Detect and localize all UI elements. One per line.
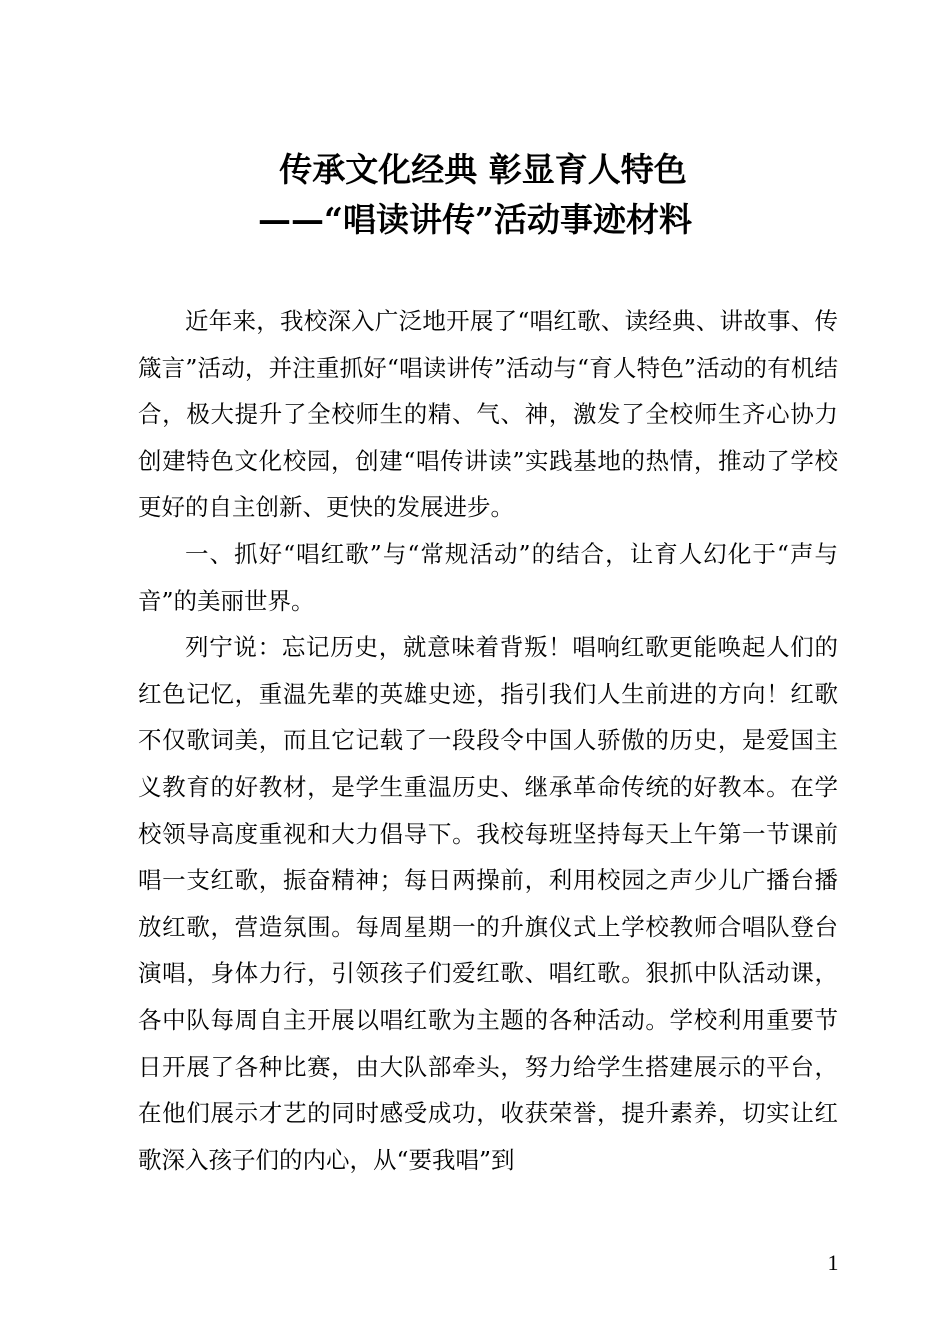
page-number: 1 bbox=[827, 1250, 839, 1275]
paragraph-intro: 近年来，我校深入广泛地开展了“唱红歌、读经典、讲故事、传箴言”活动，并注重抓好“唱读讲传”活动与“育人特色”活动的有机结合，极大提升了全校师生的精、气、神，激发了全校师生齐心协力创建特色文化校园，创建“唱传讲读”实践基地的热情，推动了学校更好的自主创新、更快的发展进步。 bbox=[138, 307, 838, 522]
paragraph-red-songs: 列宁说：忘记历史，就意味着背叛！唱响红歌更能唤起人们的红色记忆，重温先辈的英雄史迹，指引我们人生前进的方向！红歌不仅歌词美，而且它记载了一段段令中国人骄傲的历史，是爱国主义教育的好教材，是学生重温历史、继承革命传统的好教本。在学校领导高度重视和大力倡导下。我校每班坚持每天上午第一节课前唱一支红歌，振奋精神；每日两操前，利用校园之声少儿广播台播放红歌，营造氛围。每周星期一的升旗仪式上学校教师合唱队登台演唱，身体力行，引领孩子们爱红歌、唱红歌。狠抓中队活动课，各中队每周自主开展以唱红歌为主题的各种活动。学校利用重要节日开展了各种比赛，由大队部牵头，努力给学生搭建展示的平台，在他们展示才艺的同时感受成功，收获荣誉，提升素养，切实让红歌深入孩子们的内心，从“要我唱”到 bbox=[138, 633, 838, 1174]
document-body bbox=[138, 298, 838, 1183]
section-heading-1: 一、抓好“唱红歌”与“常规活动”的结合，让育人幻化于“声与音”的美丽世界。 bbox=[138, 539, 838, 615]
document-subtitle: ——“唱读讲传”活动事迹材料 bbox=[258, 200, 692, 239]
document-title: 传承文化经典 彰显育人特色 bbox=[279, 150, 687, 189]
